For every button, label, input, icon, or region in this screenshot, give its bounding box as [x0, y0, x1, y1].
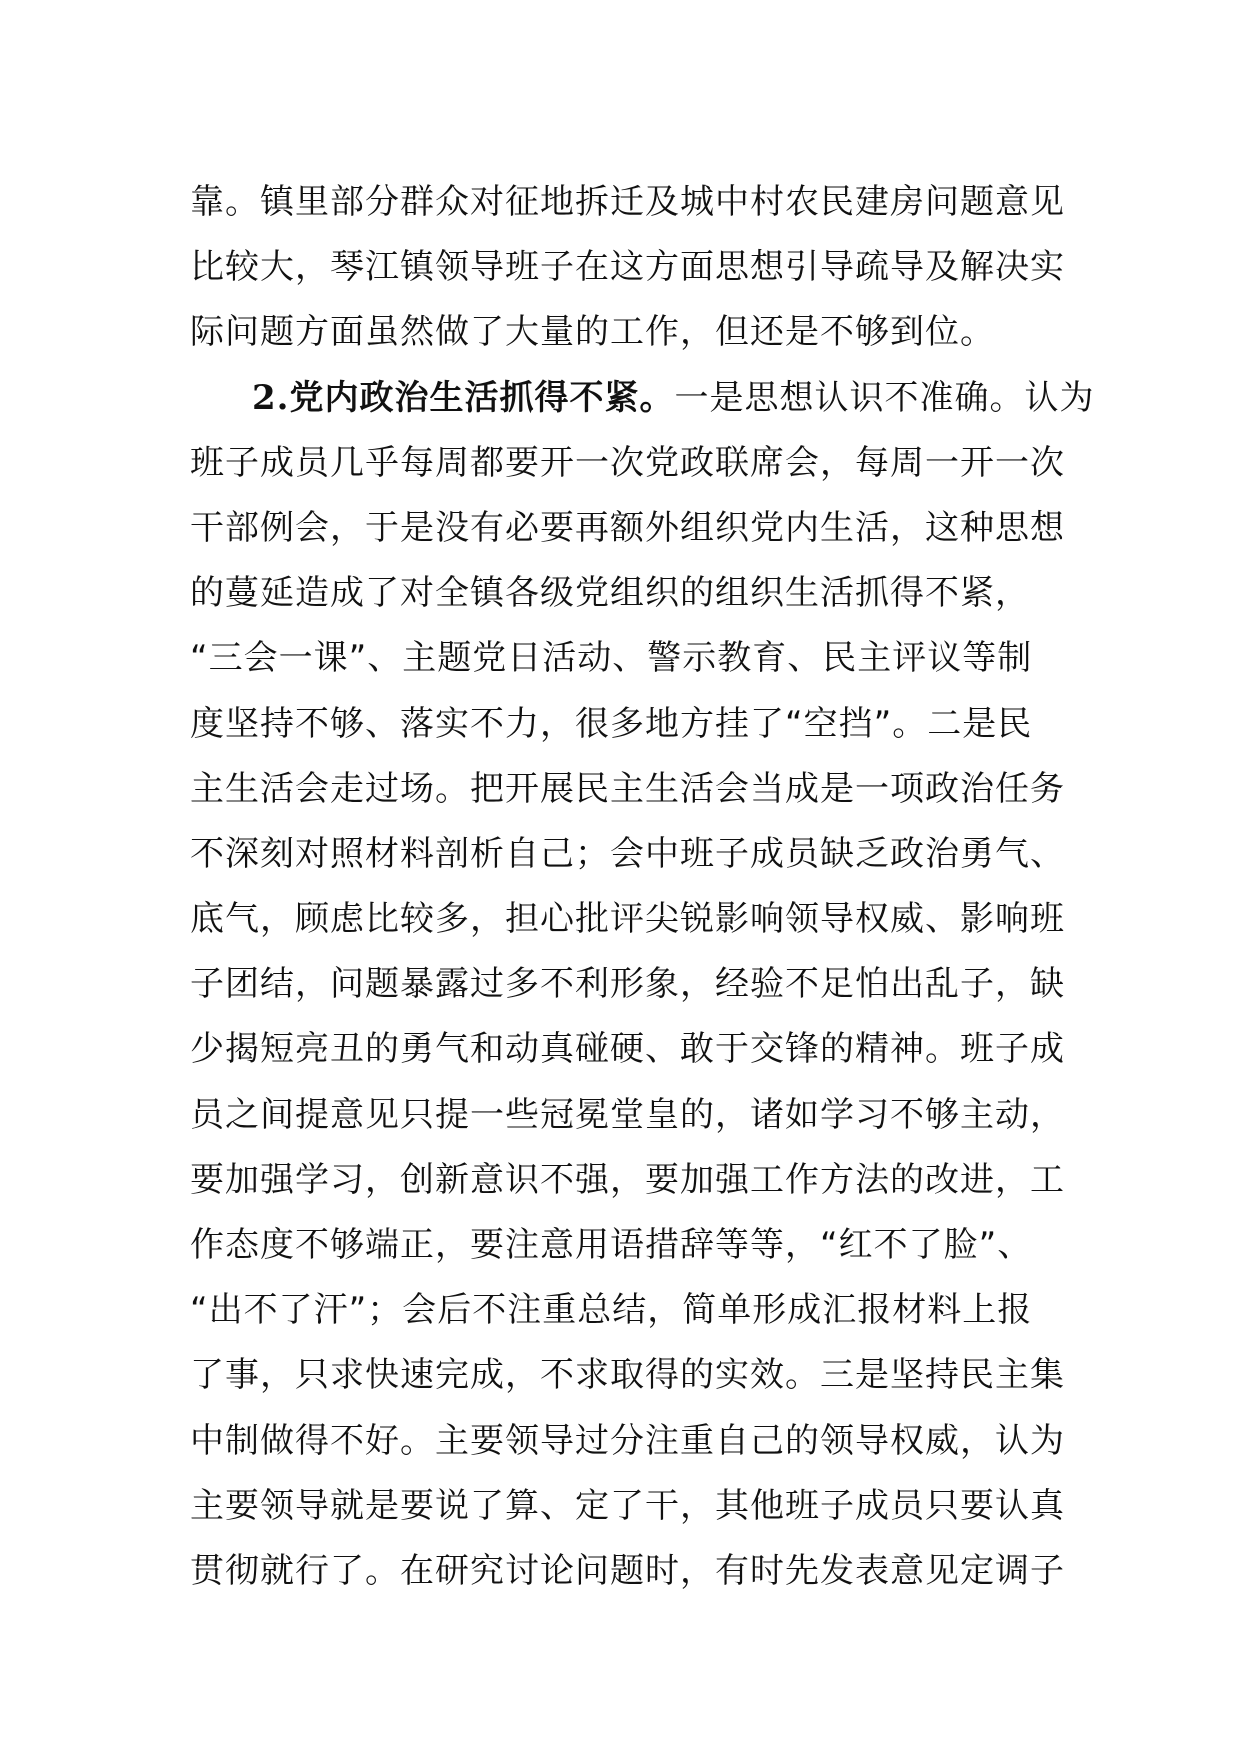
body-text [190, 170, 1095, 1604]
text-line: 少揭短亮丑的勇气和动真碰硬、敢于交锋的精神。班子成 [190, 1029, 1065, 1070]
text-line: 作态度不够端正，要注意用语措辞等等，“红不了脸”、 [190, 1225, 1033, 1265]
text-line: 员之间提意见只提一些冠冕堂皇的，诸如学习不够主动， [190, 1094, 1065, 1135]
text-line-rest: 一是思想认识不准确。认为 [674, 377, 1095, 418]
text-line: “出不了汗”；会后不注重总结，简单形成汇报材料上报 [190, 1290, 1033, 1331]
text-line: 要加强学习，创新意识不强，要加强工作方法的改进，工 [190, 1159, 1065, 1200]
text-line: 不深刻对照材料剖析自己；会中班子成员缺乏政治勇气、 [190, 833, 1065, 874]
text-line: 干部例会，于是没有必要再额外组织党内生活，这种思想 [190, 507, 1065, 548]
text-line: 主生活会走过场。把开展民主生活会当成是一项政治任务 [190, 768, 1065, 809]
text-line: 主要领导就是要说了算、定了干，其他班子成员只要认真 [190, 1485, 1065, 1526]
section-heading: 2.党内政治生活抓得不紧。 [252, 377, 675, 418]
text-line: 际问题方面虽然做了大量的工作，但还是不够到位。 [190, 312, 995, 353]
text-line: 贯彻就行了。在研究讨论问题时，有时先发表意见定调子 [190, 1550, 1065, 1591]
text-line: 了事，只求快速完成，不求取得的实效。三是坚持民主集 [190, 1355, 1065, 1396]
text-line: 的蔓延造成了对全镇各级党组织的组织生活抓得不紧， [190, 573, 1030, 614]
paragraph-1 [190, 170, 1065, 366]
text-line: 靠。镇里部分群众对征地拆迁及城中村农民建房问题意见 [190, 182, 1065, 222]
paragraph-2 [190, 366, 1095, 1605]
text-line: 中制做得不好。主要领导过分注重自己的领导权威，认为 [190, 1420, 1065, 1461]
text-line: 班子成员几乎每周都要开一次党政联席会，每周一开一次 [190, 442, 1065, 483]
text-line: 子团结，问题暴露过多不利形象，经验不足怕出乱子，缺 [190, 964, 1065, 1005]
text-line: “三会一课”、主题党日活动、警示教育、民主评议等制 [190, 638, 1033, 679]
text-line: 底气，顾虑比较多，担心批评尖锐影响领导权威、影响班 [190, 899, 1065, 940]
section-first-line [190, 366, 1095, 431]
text-line: 度坚持不够、落实不力，很多地方挂了“空挡”。二是民 [190, 703, 1033, 744]
text-line: 比较大，琴江镇领导班子在这方面思想引导疏导及解决实 [190, 247, 1065, 288]
